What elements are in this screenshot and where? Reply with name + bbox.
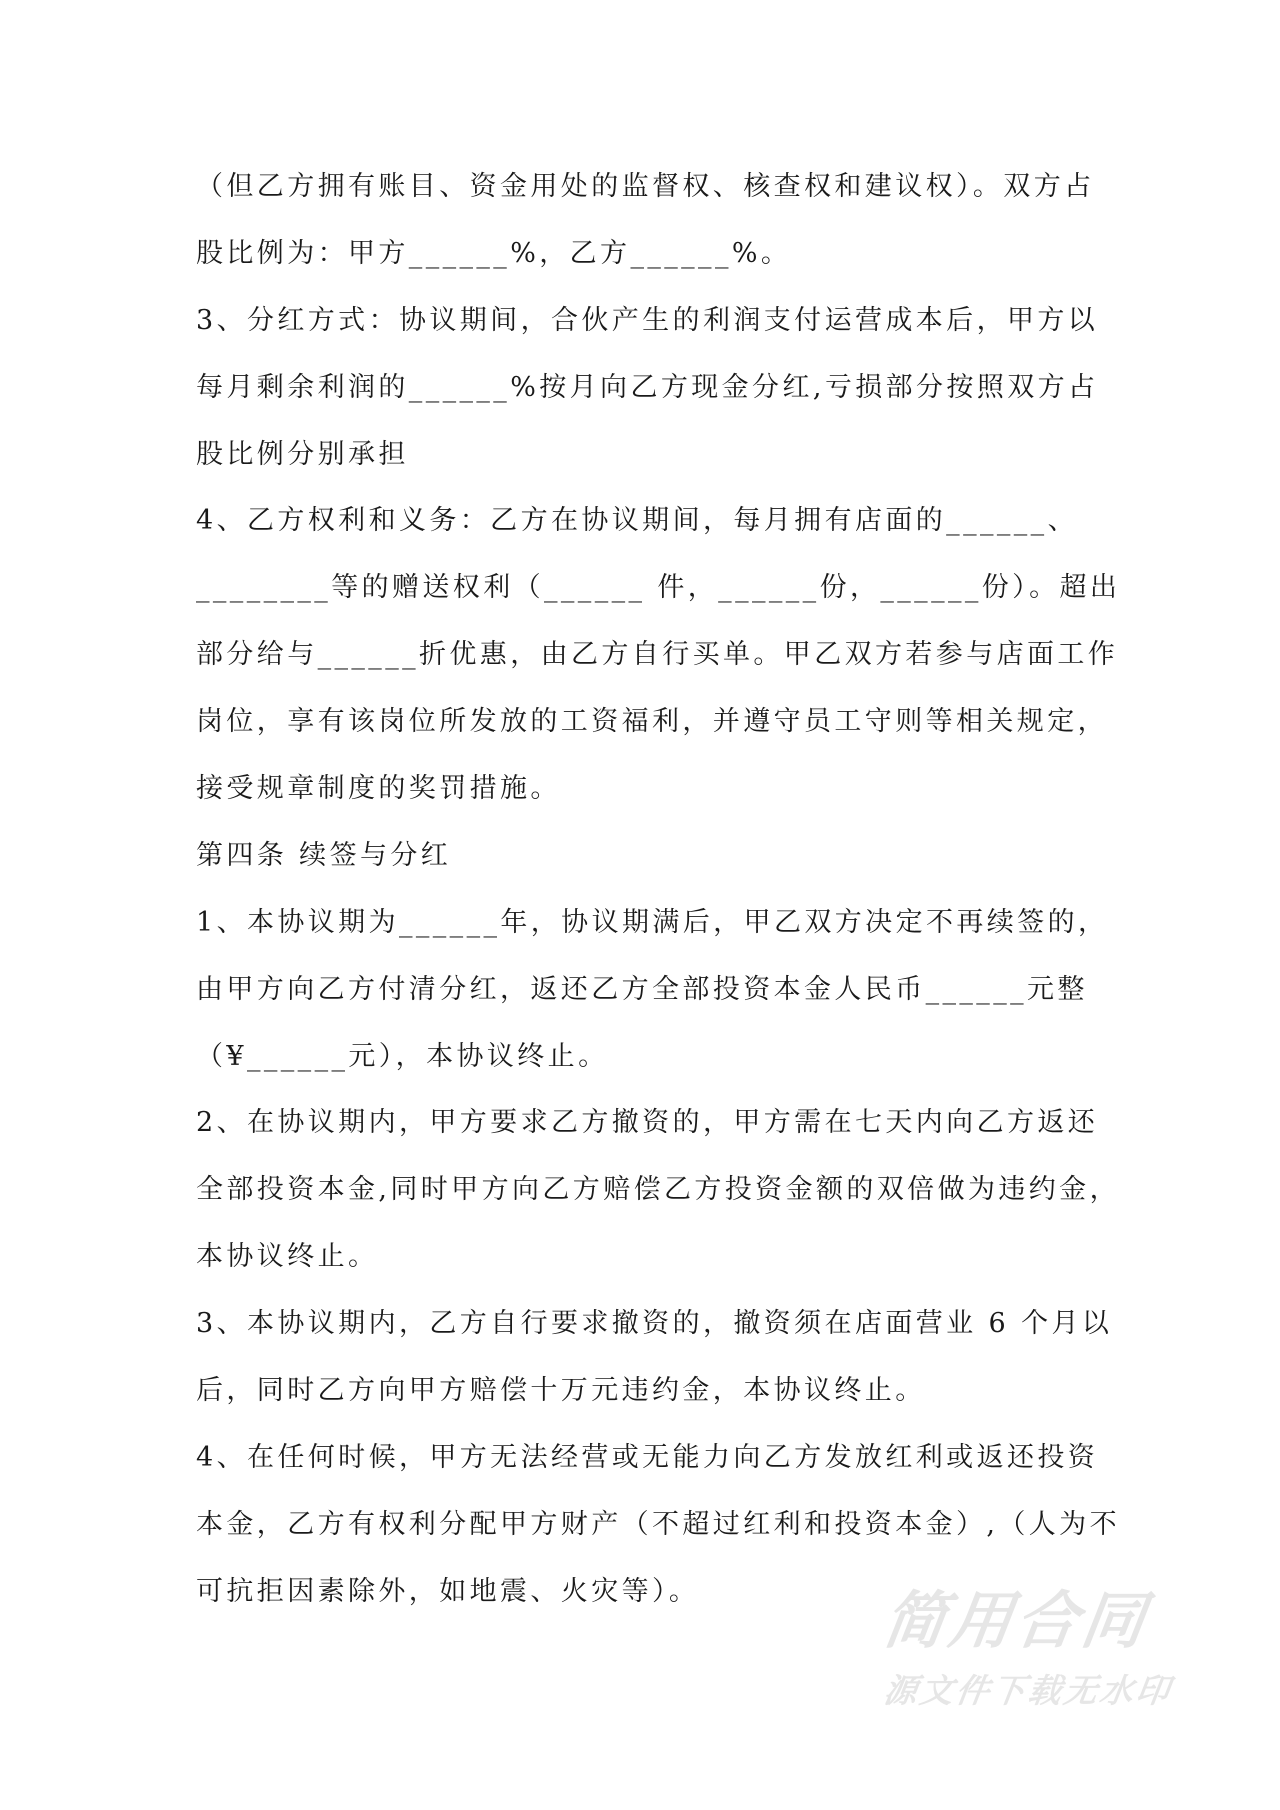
paragraph-line: ________等的赠送权利（______ 件，______份，______份）。超出 — [196, 572, 1121, 604]
paragraph-line: 3、分红方式：协议期间，合伙产生的利润支付运营成本后，甲方以 — [196, 304, 1099, 336]
paragraph-line: 3、本协议期内，乙方自行要求撤资的，撤资须在店面营业 6 个月以 — [196, 1308, 1113, 1340]
paragraph-line: 后，同时乙方向甲方赔偿十万元违约金，本协议终止。 — [196, 1375, 926, 1407]
paragraph-line: 全部投资本金,同时甲方向乙方赔偿乙方投资金额的双倍做为违约金， — [196, 1174, 1120, 1206]
paragraph-line: 部分给与______折优惠，由乙方自行买单。甲乙双方若参与店面工作 — [196, 639, 1119, 671]
watermark-subtitle: 源文件下载无水印 — [881, 1671, 1175, 1710]
paragraph-line: （但乙方拥有账目、资金用处的监督权、核查权和建议权）。双方占 — [196, 171, 1095, 202]
section-heading: 第四条 续签与分红 — [196, 839, 452, 871]
paragraph-line: 4、在任何时候，甲方无法经营或无能力向乙方发放红利或返还投资 — [196, 1441, 1099, 1473]
paragraph-line: 1、本协议期为______年，协议期满后，甲乙双方决定不再续签的， — [196, 906, 1109, 938]
paragraph-line: 每月剩余利润的______%按月向乙方现金分红,亏损部分按照双方占 — [196, 371, 1099, 403]
paragraph-line: 2、在协议期内，甲方要求乙方撤资的，甲方需在七天内向乙方返还 — [196, 1107, 1099, 1139]
paragraph-line: （¥______元），本协议终止。 — [196, 1040, 609, 1072]
paragraph-line: 4、乙方权利和义务：乙方在协议期间，每月拥有店面的______、 — [196, 505, 1078, 537]
paragraph-line: 可抗拒因素除外，如地震、火灾等）。 — [196, 1575, 700, 1607]
paragraph-line: 股比例分别承担 — [196, 438, 409, 470]
paragraph-line: 接受规章制度的奖罚措施。 — [196, 773, 561, 805]
paragraph-line: 本金，乙方有权利分配甲方财产（不超过红利和投资本金）,（人为不 — [196, 1508, 1120, 1540]
watermark — [878, 1584, 1184, 1710]
paragraph-line: 由甲方向乙方付清分红，返还乙方全部投资本金人民币______元整 — [196, 973, 1088, 1005]
paragraph-line: 岗位，享有该岗位所发放的工资福利，并遵守员工守则等相关规定， — [196, 706, 1108, 738]
watermark-title: 简用合同 — [878, 1584, 1154, 1657]
paragraph-line: 本协议终止。 — [196, 1241, 379, 1273]
paragraph-line: 股比例为：甲方______%，乙方______%。 — [196, 237, 792, 269]
